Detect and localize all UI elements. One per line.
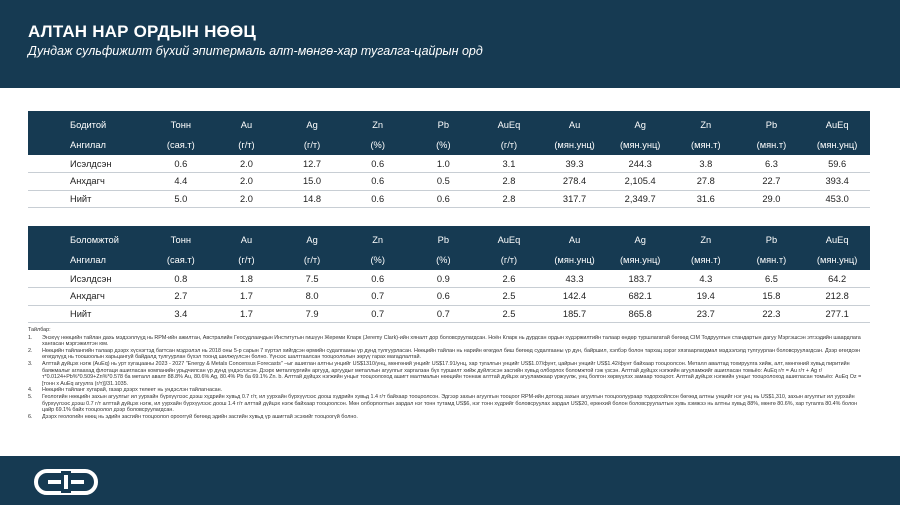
column-unit: Ангилал — [28, 135, 148, 155]
column-header: Бодитой — [28, 111, 148, 135]
table-cell: 278.4 — [542, 173, 608, 191]
footnote-text: Алттай дүйцэх нэгж (AuEq) нь урт хугацааны 2023 - 2027 "Energy & Metals Concensus Forecasts" –ыг ашиглан алтны унцийг US$1310/унц, мөнгөний унцийг US$17.91/унц, хар тугалгын унцийг US$1.07/фунт, цайрын унцийг US$1.42/фунт байхаар тооцоолсон. Металл авалтад тохируулга хийж, алт, мөнгөний хувьд пиритийн баяжмалыг аглаахад флотаци ашигласан компанийн урьдчилсан үр дүнд үндэслэсэн. Дээрх металлургийн аргууд, аргуудыг металлын агуулгыг харгалзан бүх туршилт хийж дүйлгэсэн засгийн хувьд олборлох боломжтой гэж үзсэн. Алттай дүйцэх нэгжийн агууламжийг ашигласан томьёо: AuEq г/т = Au г/т + Ag г/т*0.0124+Pb%*0.509+Zn%*0.578 ба металл авалт 88.8% Au, 80.6% Ag, 80.4% Pb ба 69.1% Zn. b. Алттай дүйцэх нэгжийн унцыг тооцоолоход ашигт малтмалын нөөцийн тоннаж алттай дүйцэх агууламжаар үржүүлж, унц болгон хөрвүүлэх замаар тооцоот. Алттай дүйцэх нэгжийн унцыг тооцоолоход ашигласан томьёо: AuEq Oz = [тонн x AuEq агуулга (г/т)]/31.1035. — [42, 360, 862, 387]
column-unit: (мян.т) — [673, 135, 739, 155]
footnote-item — [28, 414, 870, 421]
column-unit: (г/т) — [214, 135, 280, 155]
table-cell: 317.7 — [542, 190, 608, 208]
column-header: Ag — [607, 226, 673, 250]
row-label: Нийт — [28, 305, 148, 323]
table-cell: 31.6 — [673, 190, 739, 208]
table-cell: 7.9 — [279, 305, 345, 323]
table-cell: 22.3 — [739, 305, 805, 323]
column-unit: (мян.т) — [739, 250, 805, 270]
row-label: Исэлдсэн — [28, 155, 148, 173]
table-cell: 0.6 — [411, 190, 477, 208]
footnote-number: 5. — [28, 393, 33, 400]
table-cell: 43.3 — [542, 270, 608, 288]
table-units-row — [28, 135, 870, 155]
table-cell: 0.6 — [345, 270, 411, 288]
table-cell: 59.6 — [804, 155, 870, 173]
footnote-number: 2. — [28, 347, 33, 354]
table-cell: 2.6 — [476, 270, 542, 288]
table-cell: 2.0 — [214, 155, 280, 173]
table-cell: 2.0 — [214, 190, 280, 208]
column-header: Ag — [279, 111, 345, 135]
column-header: AuEq — [476, 111, 542, 135]
footnote-text: Нөөцийн тайланг хугарай, газар дээрх телеет нь ундэслэн тайлагнасан. — [42, 387, 223, 394]
column-header: Pb — [739, 226, 805, 250]
column-unit: (%) — [345, 250, 411, 270]
column-unit: (мян.унц) — [607, 135, 673, 155]
table-cell: 7.5 — [279, 270, 345, 288]
column-unit: (г/т) — [476, 250, 542, 270]
table-cell: 2.0 — [214, 173, 280, 191]
table-cell: 2.8 — [476, 173, 542, 191]
table-cell: 0.6 — [345, 173, 411, 191]
table-cell: 682.1 — [607, 288, 673, 306]
footnotes-list — [28, 335, 870, 421]
footer-bar — [0, 456, 900, 505]
erdene-logo-icon — [34, 467, 98, 497]
page-title: АЛТАН НАР ОРДЫН НӨӨЦ — [28, 22, 257, 41]
table-cell: 22.7 — [739, 173, 805, 191]
table-cell: 29.0 — [739, 190, 805, 208]
table-cell: 0.7 — [411, 305, 477, 323]
table-row — [28, 288, 870, 306]
table-cell: 0.9 — [411, 270, 477, 288]
column-unit: (%) — [411, 135, 477, 155]
table-row — [28, 155, 870, 173]
table-cell: 1.7 — [214, 288, 280, 306]
column-header: Ag — [279, 226, 345, 250]
table-cell: 453.0 — [804, 190, 870, 208]
table-cell: 14.8 — [279, 190, 345, 208]
column-header: Au — [214, 226, 280, 250]
column-header: Боломжтой — [28, 226, 148, 250]
table-cell: 3.8 — [673, 155, 739, 173]
footnote-item — [28, 348, 870, 361]
footnotes — [28, 327, 870, 420]
column-unit: (г/т) — [279, 135, 345, 155]
table-row — [28, 305, 870, 323]
column-unit: (мян.т) — [673, 250, 739, 270]
column-header: Zn — [673, 111, 739, 135]
table-cell: 393.4 — [804, 173, 870, 191]
table-cell: 2.5 — [476, 305, 542, 323]
table-cell: 3.1 — [476, 155, 542, 173]
column-header: Pb — [739, 111, 805, 135]
table-cell: 15.8 — [739, 288, 805, 306]
table-units-row — [28, 250, 870, 270]
column-header: Pb — [411, 226, 477, 250]
column-unit: Ангилал — [28, 250, 148, 270]
table-cell: 212.8 — [804, 288, 870, 306]
table-row — [28, 270, 870, 288]
table-cell: 23.7 — [673, 305, 739, 323]
table-cell: 185.7 — [542, 305, 608, 323]
footnote-number: 1. — [28, 334, 33, 341]
table-cell: 19.4 — [673, 288, 739, 306]
table-cell: 15.0 — [279, 173, 345, 191]
column-unit: (сая.т) — [148, 250, 214, 270]
table-cell: 142.4 — [542, 288, 608, 306]
column-unit: (г/т) — [279, 250, 345, 270]
footnote-text: Геологийн нөөцийн захын агуулгыг ил уурхайн бүрхүүлээс дээш хүдрийн хувьд 0.7 г/т, ил уурхайн бүрхүүлээс доош хүдрийн хувьд 1.4 г/т байхаар тооцоолсон. Эдгээр захын агуулгын тооцоог RPM-ийн дотоод захын агуулгын тооцоолуураар тодорхойлсон бөгөөд алтны унцийг нэг унц нь US$1,310, захын агуулгыг ил уурхайн бүрхүүлээс дээш 0.7 г/т алттай дүйцэх нэгж, ил уурхайн бүрхүүлээс доош 1.4 г/т алттай дүйцэх нэгж байхаар тооцоолсон. Мөн олборлолтын зардал нэг тонн тутамд US$6, нэг тонн хүдрийг боловсруулах зардал US$20, ерөнхий болон боловсруулалтын хувь хэмжээ нь алтны хувьд 88%, мөнгө 80.6%, хар тугалга 80.4% болон цайр 69.1% байх тооцоолол дээр боловсруулагдсан. — [42, 393, 858, 414]
table-cell: 865.8 — [607, 305, 673, 323]
table-cell: 183.7 — [607, 270, 673, 288]
table-cell: 0.6 — [345, 190, 411, 208]
column-header: Тонн — [148, 226, 214, 250]
footnote-item — [28, 361, 870, 387]
footnote-text: Нөөцийн тайлангийн талаар дээрх хүснэгтэд багтсан мэдээлэл нь 2018 оны 5-р сарын 7 хүртэл хийгдсэн өрмийн судалгааны үр дүнд тулгуурласан. Нөөцийн тайлан нь нарийн өгөгдөл биш бөгөөд судалгааны үр дүн, байршил, хэлбэр болон тархац зэрэг хязгаарлагдмал мэдээлэлд тулгуурлан боловсруулагдсан. Дээр өгөгдсөн өгөгдлүүд нь тоошоолын харьцангуй байдалд тулгуурлан бүхэл тоонд шилжүүлсэн болно. Үүнээс шалтгаалсан тооцоололын зөрүү гарах магадлалтай. — [42, 347, 861, 361]
table-cell: 0.6 — [345, 155, 411, 173]
column-header: Pb — [411, 111, 477, 135]
column-unit: (г/т) — [214, 250, 280, 270]
footnote-number: 4. — [28, 387, 33, 394]
table-cell: 6.3 — [739, 155, 805, 173]
column-unit: (мян.унц) — [542, 250, 608, 270]
table-cell: 277.1 — [804, 305, 870, 323]
table-cell: 244.3 — [607, 155, 673, 173]
footnote-number: 6. — [28, 413, 33, 420]
column-unit: (мян.унц) — [607, 250, 673, 270]
reserves-table — [28, 111, 870, 208]
table-cell: 12.7 — [279, 155, 345, 173]
table-cell: 5.0 — [148, 190, 214, 208]
table-cell: 1.0 — [411, 155, 477, 173]
table-cell: 39.3 — [542, 155, 608, 173]
table-cell: 0.6 — [148, 155, 214, 173]
column-unit: (мян.т) — [739, 135, 805, 155]
table-header-row — [28, 226, 870, 250]
column-header: Ag — [607, 111, 673, 135]
table-cell: 0.7 — [345, 288, 411, 306]
table-cell: 2,105.4 — [607, 173, 673, 191]
footnote-text: Энэхүү нөөцийн тайлан дахь мэдээллүүд нь RPM-ийн ажилтан, Австралийн Геосудлаачдын Институтын гишүүн Жереми Кларк (Jeremy Clark)-ийн хяналт дор боловсруулагдсан. Ноён Кларк нь дурдсан ордын хүдэржилтийн талаар өндөр туршлагатай бөгөөд CIM Тодруулгын стандартын дагуу Мэргэшсэн этгээдийн шаардлага хангасан мэргэжилтэн юм. — [42, 334, 861, 348]
footnote-text: Дээрх геологийн нөөц нь эдийн засгийн тооцоолол орооггүй бөгөөд эдийн засгийн хувьд үр ашигтай эсэхийг тооцоогүй болно. — [42, 413, 358, 420]
column-header: Zn — [345, 111, 411, 135]
table-row — [28, 173, 870, 191]
footnote-item — [28, 387, 870, 394]
row-label: Нийт — [28, 190, 148, 208]
table-cell: 4.3 — [673, 270, 739, 288]
footnote-item — [28, 335, 870, 348]
column-unit: (мян.унц) — [542, 135, 608, 155]
table-cell: 1.8 — [214, 270, 280, 288]
row-label: Исэлдсэн — [28, 270, 148, 288]
column-unit: (мян.унц) — [804, 250, 870, 270]
table-cell: 2,349.7 — [607, 190, 673, 208]
column-header: Zn — [345, 226, 411, 250]
row-label: Анхдагч — [28, 288, 148, 306]
table-cell: 0.5 — [411, 173, 477, 191]
column-header: AuEq — [804, 226, 870, 250]
column-unit: (мян.унц) — [804, 135, 870, 155]
column-header: AuEq — [476, 226, 542, 250]
resources-table — [28, 226, 870, 323]
table-cell: 6.5 — [739, 270, 805, 288]
column-unit: (сая.т) — [148, 135, 214, 155]
footnote-item — [28, 394, 870, 414]
table-row — [28, 190, 870, 208]
table-cell: 0.8 — [148, 270, 214, 288]
row-label: Анхдагч — [28, 173, 148, 191]
column-header: Тонн — [148, 111, 214, 135]
table-cell: 8.0 — [279, 288, 345, 306]
table-header-row — [28, 111, 870, 135]
column-header: AuEq — [804, 111, 870, 135]
footnotes-heading: Тайлбар: — [28, 327, 51, 333]
table-cell: 1.7 — [214, 305, 280, 323]
column-header: Au — [542, 226, 608, 250]
page-subtitle: Дундаж сульфижилт бүхий эпитермаль алт-мөнгө-хар тугалга-цайрын орд — [28, 44, 483, 58]
table-cell: 0.7 — [345, 305, 411, 323]
table-cell: 64.2 — [804, 270, 870, 288]
table-cell: 3.4 — [148, 305, 214, 323]
footnote-number: 3. — [28, 360, 33, 367]
column-unit: (г/т) — [476, 135, 542, 155]
table-cell: 27.8 — [673, 173, 739, 191]
table-cell: 2.8 — [476, 190, 542, 208]
column-unit: (%) — [411, 250, 477, 270]
column-header: Au — [214, 111, 280, 135]
column-unit: (%) — [345, 135, 411, 155]
table-cell: 4.4 — [148, 173, 214, 191]
header-banner — [0, 0, 900, 88]
column-header: Zn — [673, 226, 739, 250]
column-header: Au — [542, 111, 608, 135]
table-cell: 0.6 — [411, 288, 477, 306]
table-cell: 2.7 — [148, 288, 214, 306]
table-cell: 2.5 — [476, 288, 542, 306]
